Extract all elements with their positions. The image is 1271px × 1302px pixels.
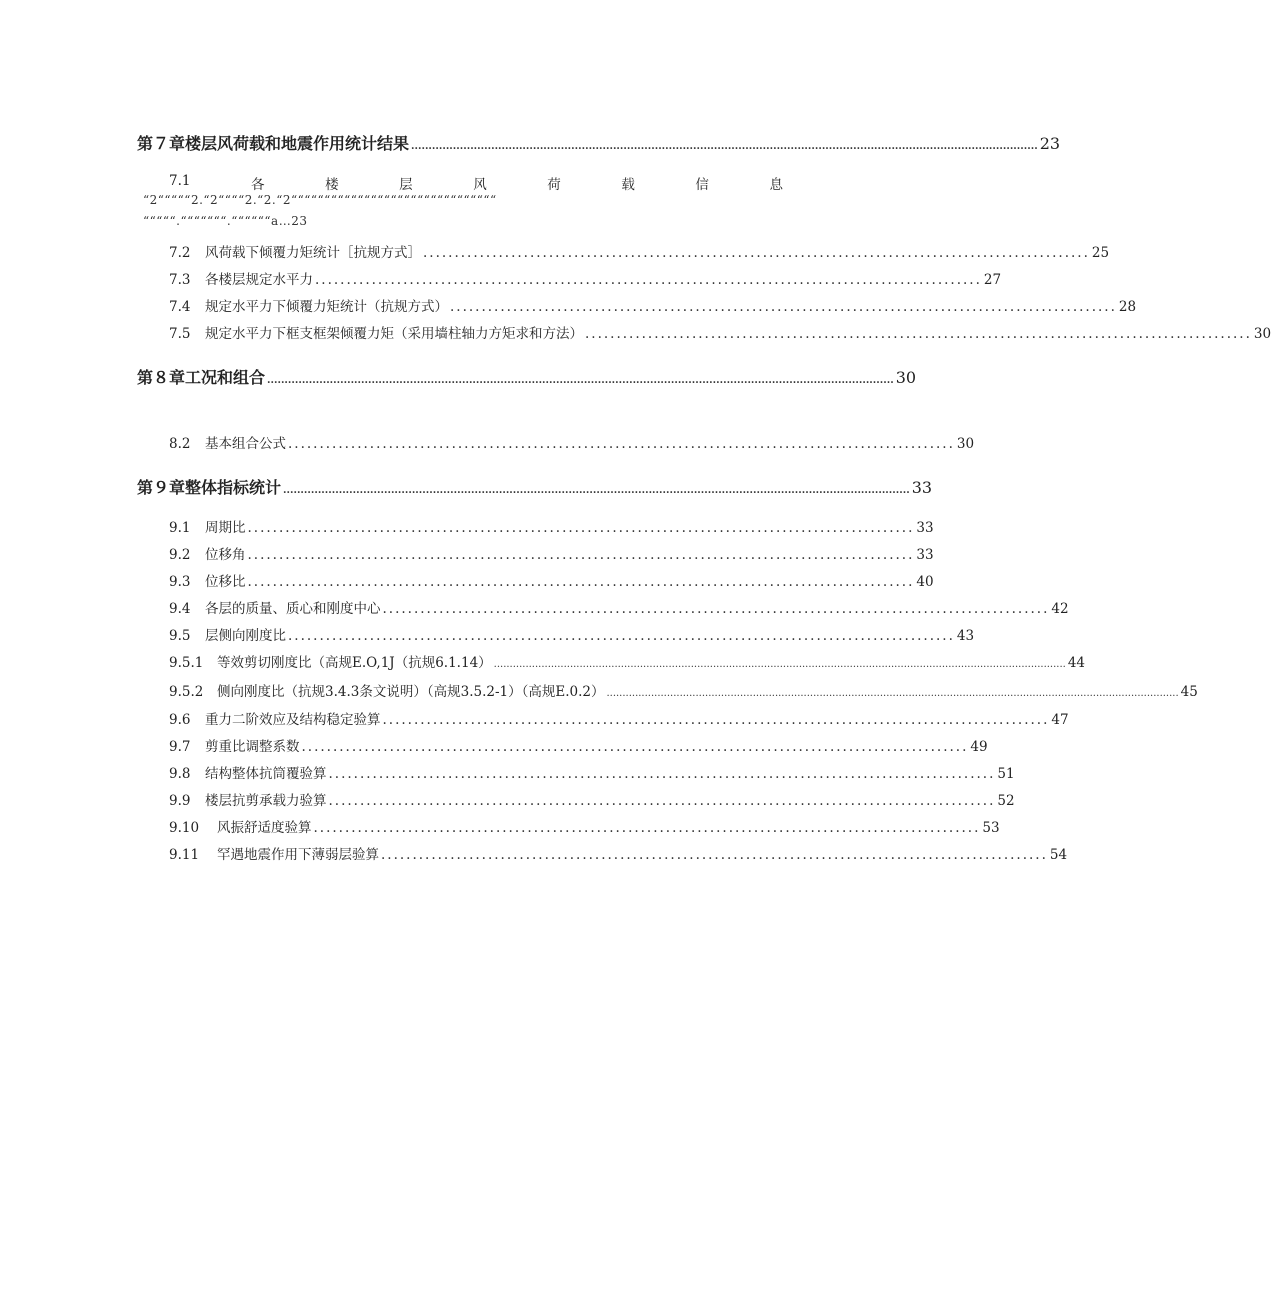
leader-dots: .......................................................................................................... <box>328 793 996 809</box>
toc-section-7-5[interactable] <box>169 322 1271 342</box>
leader-dots: .................................................................................................................................................................................... <box>283 485 910 496</box>
section-title: 等效剪切刚度比（高规E.O,1J（抗规6.1.14） <box>217 655 492 671</box>
page-number: 25 <box>1091 245 1110 261</box>
chapter-title: 第７章楼层风荷载和地震作用统计结果 <box>137 134 410 153</box>
leader-dots: .......................................................................................................... <box>301 739 969 755</box>
page-number: 44 <box>1067 655 1086 671</box>
page-number: 53 <box>982 820 1000 836</box>
section-number: 9.9 <box>169 793 191 809</box>
leader-dots: .................................................................................................................................................................................... <box>493 659 1066 670</box>
section-title: 风振舒适度验算 <box>217 820 312 836</box>
section-title: 罕遇地震作用下薄弱层验算 <box>217 847 379 863</box>
toc-section-7-2[interactable] <box>169 241 1110 261</box>
leader-dots: .................................................................................................................................................................................... <box>411 141 1038 152</box>
toc-section-9-7[interactable] <box>169 735 988 755</box>
garbled-leader-line-2: “““““.“““““““.““““““a…23 <box>143 214 308 228</box>
section-number: 7.1 <box>169 173 191 189</box>
section-number: 9.5 <box>169 628 191 644</box>
toc-section-9-5-2[interactable] <box>169 680 1198 700</box>
toc-section-9-10[interactable] <box>169 816 1000 836</box>
section-number: 9.8 <box>169 766 191 782</box>
page-number: 30 <box>1253 326 1271 342</box>
page-number: 28 <box>1118 299 1137 315</box>
section-title: 基本组合公式 <box>205 436 286 452</box>
toc-section-9-8[interactable] <box>169 762 1015 782</box>
page-number: 27 <box>983 272 1002 288</box>
spaced-char: 荷 <box>547 177 561 193</box>
toc-section-7-1[interactable] <box>169 173 783 193</box>
section-title: 重力二阶效应及结构稳定验算 <box>205 712 381 728</box>
toc-section-9-4[interactable] <box>169 597 1069 617</box>
chapter-title: 第８章工况和组合 <box>137 368 266 387</box>
leader-dots: .......................................................................................................... <box>313 820 981 836</box>
page-number: 33 <box>916 520 934 536</box>
section-title: 剪重比调整系数 <box>205 739 300 755</box>
leader-dots: .......................................................................................................... <box>423 245 1090 261</box>
page-number: 49 <box>970 739 988 755</box>
section-number: 7.5 <box>169 326 191 342</box>
toc-section-9-5-1[interactable] <box>169 651 1086 671</box>
section-number: 9.3 <box>169 574 191 590</box>
section-title: 规定水平力下倾覆力矩统计（抗规方式） <box>205 299 448 315</box>
toc-section-9-1[interactable] <box>169 516 934 536</box>
leader-dots: .......................................................................................................... <box>247 574 915 590</box>
leader-dots: .......................................................................................................... <box>382 712 1050 728</box>
leader-dots: .......................................................................................................... <box>247 547 915 563</box>
section-number: 9.5.1 <box>169 655 204 671</box>
toc-section-9-3[interactable] <box>169 570 934 590</box>
leader-dots: .......................................................................................................... <box>382 601 1050 617</box>
leader-dots: .................................................................................................................................................................................... <box>267 375 894 386</box>
section-title: 结构整体抗筒覆验算 <box>205 766 327 782</box>
toc-section-7-3[interactable] <box>169 268 1002 288</box>
spaced-char: 信 <box>695 177 709 193</box>
page-number: 33 <box>916 547 934 563</box>
section-number: 7.4 <box>169 299 191 315</box>
page-number: 23 <box>1039 134 1061 153</box>
section-number: 9.11 <box>169 847 200 863</box>
garbled-leader-line-1: “2“““““2.“2““““2.“2.“2“““““““““““““““““““““““““““““““ <box>143 193 497 207</box>
section-title: 侧向刚度比（抗规3.4.3条文说明）（高规3.5.2-1）（高规E.0.2） <box>217 684 605 700</box>
section-number: 9.5.2 <box>169 684 204 700</box>
leader-dots: .......................................................................................................... <box>288 628 955 644</box>
leader-dots: .......................................................................................................... <box>381 847 1048 863</box>
spaced-char: 风 <box>473 177 487 193</box>
spaced-char: 楼 <box>325 177 339 193</box>
section-title: 规定水平力下框支框架倾覆力矩（采用墙柱轴力方矩求和方法） <box>205 326 583 342</box>
section-number: 9.4 <box>169 601 191 617</box>
page-number: 33 <box>911 478 933 497</box>
spaced-char: 层 <box>399 177 413 193</box>
page-number: 30 <box>956 436 975 452</box>
page-number: 30 <box>895 368 917 387</box>
section-title: 位移比 <box>205 574 246 590</box>
spaced-char: 各 <box>251 177 265 193</box>
section-number: 9.10 <box>169 820 200 836</box>
leader-dots: .......................................................................................................... <box>328 766 996 782</box>
leader-dots: .......................................................................................................... <box>288 436 955 452</box>
toc-section-7-4[interactable] <box>169 295 1137 315</box>
section-title: 周期比 <box>205 520 246 536</box>
toc-section-9-5[interactable] <box>169 624 975 644</box>
section-title: 位移角 <box>205 547 246 563</box>
leader-dots: .......................................................................................................... <box>247 520 915 536</box>
toc-chapter-8[interactable] <box>137 365 917 388</box>
section-number: 9.2 <box>169 547 191 563</box>
page-number: 47 <box>1051 712 1069 728</box>
toc-chapter-7[interactable] <box>137 131 1061 154</box>
toc-section-9-11[interactable] <box>169 843 1068 863</box>
page-number: 51 <box>997 766 1015 782</box>
leader-dots: .......................................................................................................... <box>315 272 982 288</box>
leader-dots: .......................................................................................................... <box>450 299 1117 315</box>
section-number: 9.6 <box>169 712 191 728</box>
page-number: 54 <box>1049 847 1068 863</box>
section-number: 9.7 <box>169 739 191 755</box>
toc-chapter-9[interactable] <box>137 475 933 498</box>
section-number: 7.3 <box>169 272 191 288</box>
toc-section-9-2[interactable] <box>169 543 934 563</box>
chapter-title: 第９章整体指标统计 <box>137 478 282 497</box>
section-title: 层侧向刚度比 <box>205 628 286 644</box>
section-number: 9.1 <box>169 520 191 536</box>
section-title: 各楼层规定水平力 <box>205 272 313 288</box>
section-title: 风荷载下倾覆力矩统计［抗规方式］ <box>205 245 421 261</box>
page-number: 42 <box>1051 601 1069 617</box>
section-number: 7.2 <box>169 245 191 261</box>
toc-section-9-6[interactable] <box>169 708 1069 728</box>
spaced-char: 息 <box>769 177 783 193</box>
page-number: 52 <box>997 793 1015 809</box>
page-number: 43 <box>956 628 975 644</box>
leader-dots: .................................................................................................................................................................................... <box>606 688 1179 699</box>
toc-section-8-2[interactable] <box>169 432 975 452</box>
section-number: 8.2 <box>169 436 191 452</box>
page-number: 40 <box>916 574 934 590</box>
section-title: 楼层抗剪承载力验算 <box>205 793 327 809</box>
section-title: 各层的质量、质心和刚度中心 <box>205 601 381 617</box>
toc-section-9-9[interactable] <box>169 789 1015 809</box>
leader-dots: .......................................................................................................... <box>585 326 1252 342</box>
spaced-char: 载 <box>621 177 635 193</box>
page-number: 45 <box>1180 684 1198 700</box>
